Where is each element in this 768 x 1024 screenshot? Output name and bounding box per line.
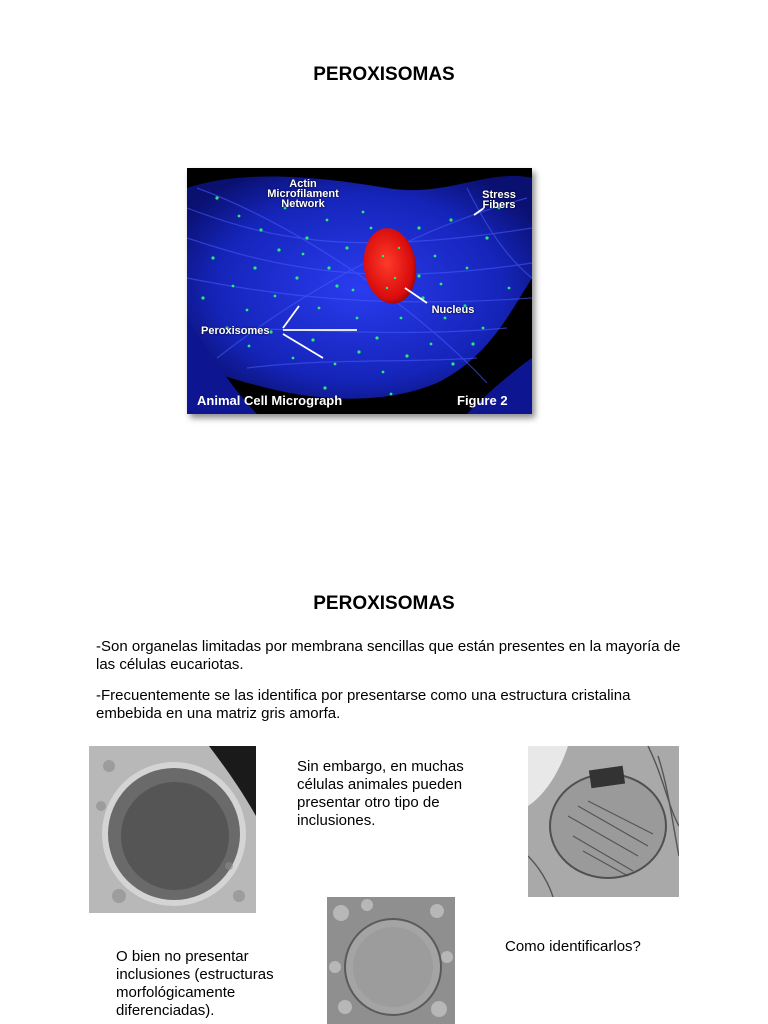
page-title-top: PEROXISOMAS [313, 64, 455, 85]
animal-cell-micrograph [187, 168, 532, 414]
label-nucleus: Nucleus [431, 304, 475, 316]
label-peroxisomes: Peroxisomes [201, 325, 270, 337]
em-image-no-inclusion [327, 897, 455, 1024]
paragraph-identification: -Frecuentemente se las identifica por presentarse como una estructura cristalina embebida en una matriz gris amorfa. [96, 687, 631, 722]
label-actin-network: Actin Microfilament Network [267, 178, 339, 210]
figure-caption-left: Animal Cell Micrograph [197, 393, 343, 408]
paragraph-question: Como identificarlos? [505, 938, 641, 955]
label-stress-fibers: Stress Fibers [482, 189, 516, 211]
paragraph-no-inclusions: O bien no presentar inclusiones (estructuras morfológicamente diferenciadas). [116, 948, 274, 1019]
paragraph-other-inclusions: Sin embargo, en muchas células animales pueden presentar otro tipo de inclusiones. [297, 758, 464, 829]
paragraph-definition: -Son organelas limitadas por membrana sencillas que están presentes en la mayoría de las células eucariotas. [96, 638, 681, 673]
section-title: PEROXISOMAS [313, 593, 455, 614]
em-image-crystalline [89, 746, 256, 913]
figure-caption-right: Figure 2 [457, 393, 508, 408]
em-image-inclusion [528, 746, 679, 897]
